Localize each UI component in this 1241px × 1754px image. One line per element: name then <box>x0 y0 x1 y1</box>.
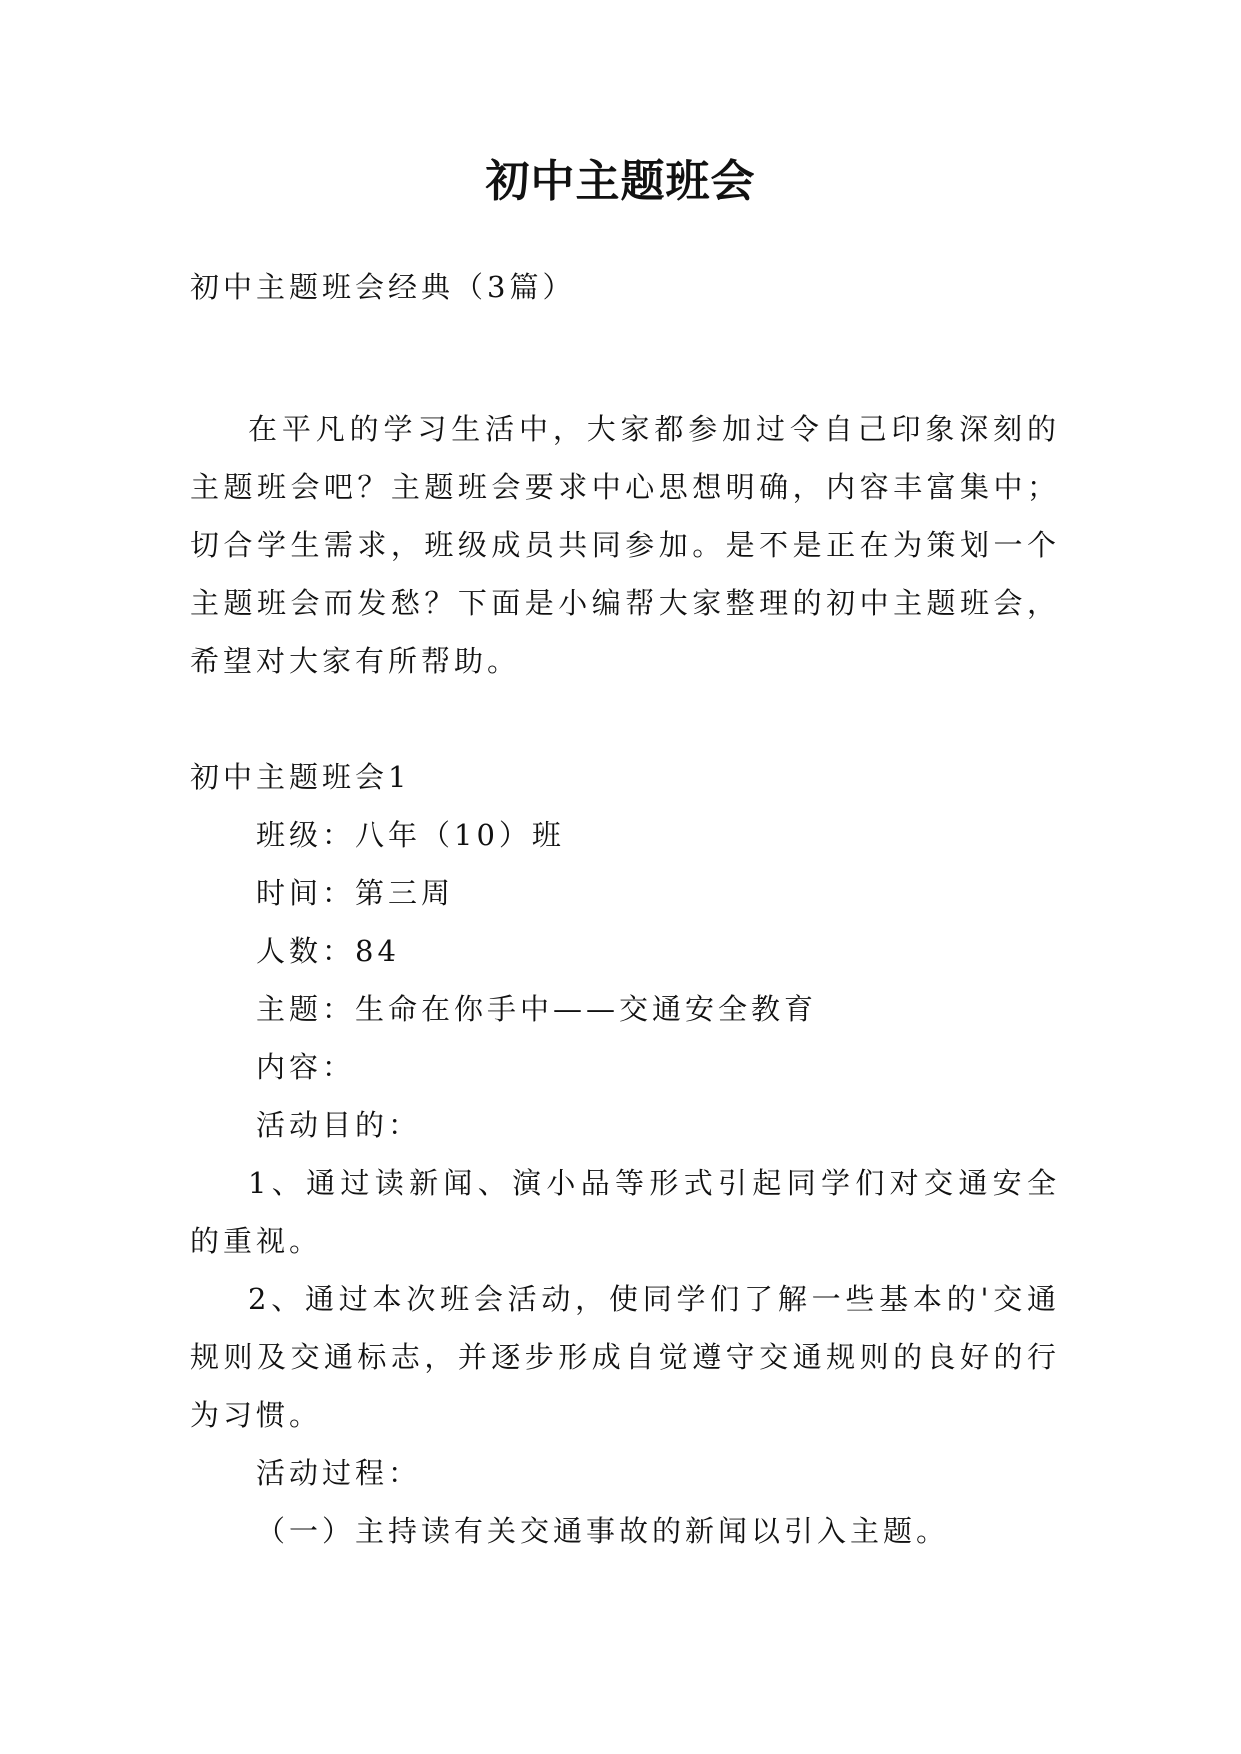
intro-section <box>190 400 1060 690</box>
theme-info-line: 主题：生命在你手中——交通安全教育 <box>256 992 818 1026</box>
section-heading: 初中主题班会1 <box>190 760 411 794</box>
subtitle-text: 初中主题班会经典（3篇） <box>190 270 576 304</box>
content-label: 内容： <box>256 1050 356 1084</box>
goal-label: 活动目的： <box>256 1108 422 1142</box>
section-1 <box>190 748 1060 1560</box>
document-title: 初中主题班会 <box>485 156 756 207</box>
document-subtitle <box>190 258 1060 316</box>
intro-paragraph: 在平凡的学习生活中，大家都参加过令自己印象深刻的主题班会吧？主题班会要求中心思想明确，内容丰富集中；切合学生需求，班级成员共同参加。是不是正在为策划一个主题班会而发愁？下面是小编帮大家整理的初中主题班会，希望对大家有所帮助。 <box>190 412 1060 678</box>
count-info-line: 人数：84 <box>256 934 400 968</box>
time-info-line: 时间：第三周 <box>256 876 455 910</box>
process-label: 活动过程： <box>256 1456 422 1490</box>
process-item-1: （一）主持读有关交通事故的新闻以引入主题。 <box>256 1514 950 1548</box>
class-info-line: 班级：八年（10）班 <box>256 818 565 852</box>
goal-item-2: 2、通过本次班会活动，使同学们了解一些基本的'交通规则及交通标志，并逐步形成自觉遵守交通规则的良好的行为习惯。 <box>190 1282 1060 1432</box>
goal-item-1: 1、通过读新闻、演小品等形式引起同学们对交通安全的重视。 <box>190 1166 1060 1258</box>
